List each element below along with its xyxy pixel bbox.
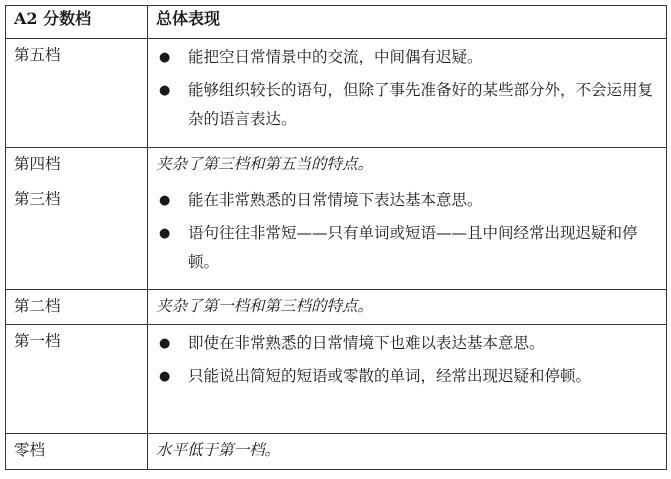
list-item — [156, 43, 658, 72]
level-summary: 夹杂了第三档和第五当的特点。 — [156, 155, 374, 173]
description-cell — [148, 148, 667, 290]
table-row — [6, 290, 667, 325]
bullet-icon: ● — [159, 83, 171, 98]
level-summary: 水平低于第一档。 — [156, 441, 281, 459]
level-column-header: A2 分数档 — [6, 6, 148, 39]
description-cell — [148, 290, 667, 325]
table-row — [6, 39, 667, 148]
level-cell — [6, 290, 148, 325]
bullet-text: 能够组织较长的语句，但除了事先准备好的某些部分外，不会运用复杂的语言表达。 — [188, 81, 654, 128]
list-item — [156, 76, 658, 134]
description-cell — [148, 434, 667, 470]
table-row — [6, 434, 667, 470]
level-cell — [6, 148, 148, 290]
bullet-text: 能把空日常情景中的交流，中间偶有迟疑。 — [188, 48, 483, 66]
table-row — [6, 148, 667, 290]
table-row — [6, 325, 667, 434]
list-item — [156, 329, 658, 358]
bullet-text: 即使在非常熟悉的日常情境下也难以表达基本意思。 — [188, 334, 545, 352]
level-label: 第一档 — [14, 332, 61, 350]
level-label: 第五档 — [14, 46, 61, 64]
bullet-list — [156, 43, 658, 134]
table-header-row — [6, 6, 667, 39]
bullet-icon: ● — [159, 336, 171, 351]
performance-column-header: 总体表现 — [148, 6, 667, 39]
description-cell — [148, 39, 667, 148]
level-label: 第四档 — [14, 155, 61, 173]
bullet-icon: ● — [159, 226, 171, 241]
list-item — [156, 219, 658, 277]
level-label: 零档 — [14, 441, 46, 459]
bullet-list — [156, 329, 658, 391]
bullet-icon: ● — [159, 50, 171, 65]
level-cell — [6, 325, 148, 434]
level-summary: 夹杂了第一档和第三档的特点。 — [156, 297, 374, 315]
level-cell — [6, 39, 148, 148]
bullet-icon: ● — [159, 369, 171, 384]
scoring-rubric-table — [5, 5, 667, 470]
bullet-text: 语句往往非常短——只有单词或短语——且中间经常出现迟疑和停顿。 — [188, 224, 638, 271]
description-cell — [148, 325, 667, 434]
list-item — [156, 362, 658, 391]
list-item — [156, 186, 658, 215]
bullet-text: 只能说出简短的短语或零散的单词，经常出现迟疑和停顿。 — [188, 367, 592, 385]
level-label: 第二档 — [14, 297, 61, 315]
level-cell — [6, 434, 148, 470]
bullet-text: 能在非常熟悉的日常情境下表达基本意思。 — [188, 191, 483, 209]
level-label: 第三档 — [14, 190, 61, 208]
bullet-list — [156, 186, 658, 277]
bullet-icon: ● — [159, 193, 171, 208]
